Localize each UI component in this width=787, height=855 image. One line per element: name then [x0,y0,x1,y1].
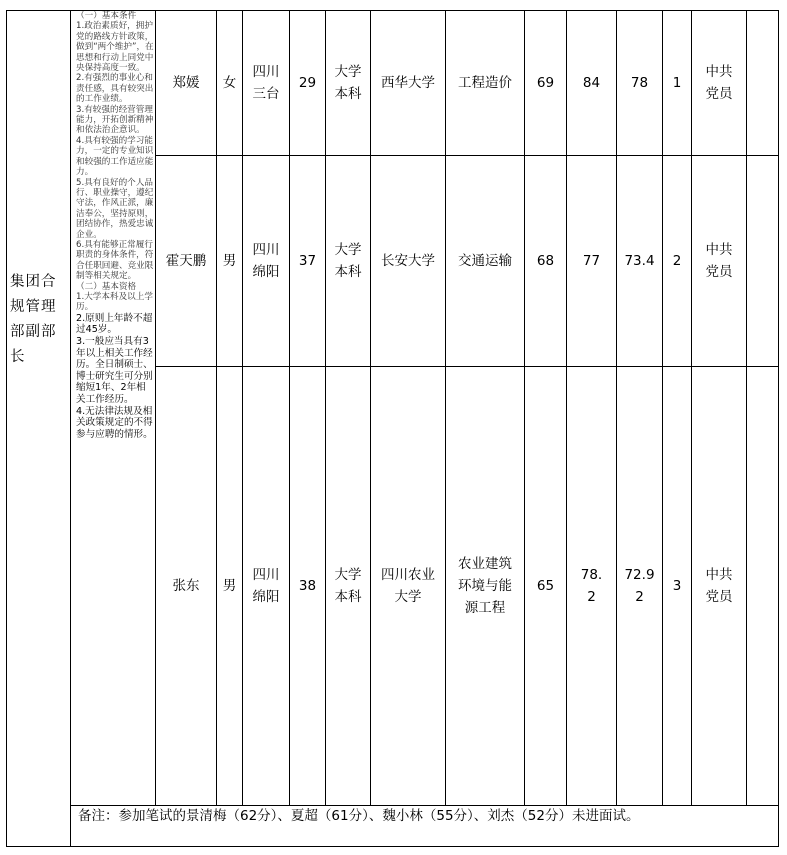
cell-text [706,564,733,608]
req-line: 5.具有良好的个人品行、职业操守，遵纪守法，作风正派，廉洁奉公，坚持原则，团结协作，热爱忠诚企业。 [76,177,154,240]
cell-line: 77 [582,253,601,269]
cell-total-score [617,156,662,366]
cell-text [537,575,554,597]
position-line: 部副部 [10,324,57,340]
req-line: 2.原则上年龄不超过45岁。 [76,312,153,336]
grid-hline [70,805,778,806]
cell-text: 男 [222,253,237,269]
req-line: 3.一般应当具有3年以上相关工作经历。全日制硕士、博士研究生可分别缩短1年、2年相关工作经历。 [76,335,153,405]
cell-interview-score [567,11,616,155]
cell-origin [243,367,289,805]
cell-line: 党员 [705,86,733,102]
grid-vline [70,10,71,846]
cell-text: 37 [298,253,317,269]
cell-line: 本科 [334,264,362,280]
cell-political-status [692,11,746,155]
cell-line: 大学 [334,242,362,258]
position-line: 规管理 [10,299,57,315]
cell-line: 交通运输 [458,253,512,269]
req-line: 4.具有较强的学习能力，一定的专业知识和较强的工作适应能力。 [76,135,154,178]
cell-line: 2 [587,589,596,605]
req-line: 2.有强烈的事业心和责任感，具有较突出的工作业绩。 [76,73,154,105]
cell-rank [663,11,691,155]
cell-name [156,367,216,805]
cell-school [371,367,445,805]
table-note: 备注：参加笔试的景清梅（62分）、夏超（61分）、魏小林（55分）、刘杰（52分）未进面试。 [78,808,640,824]
cell-education [326,367,370,805]
cell-line: 中共 [705,567,733,583]
cell-line: 中共 [705,242,733,258]
cell-line: 78. [580,567,603,583]
cell-text: 张东 [172,578,200,594]
cell-line: 本科 [334,589,362,605]
cell-text [335,564,362,608]
cell-text: 29 [298,75,317,91]
req-line: 3.有较强的经营管理能力，开拓创新精神和依法治企意识。 [76,104,154,136]
position-title [10,270,68,370]
cell-text [253,564,280,608]
cell-text [631,72,648,94]
cell-line: 本科 [334,86,362,102]
cell-text [706,239,733,283]
cell-age [290,11,325,155]
req-line: （二）基本资格 [76,281,137,292]
cell-major [446,11,524,155]
cell-total-score [617,11,662,155]
cell-line: 中共 [705,64,733,80]
cell-line: 四川 [252,64,280,80]
cell-origin [243,156,289,366]
cell-text [381,564,435,608]
cell-text [458,72,512,94]
cell-text [583,250,600,272]
cell-line: 73.4 [624,253,655,269]
cell-line: 大学 [394,589,422,605]
cell-written-score [525,156,566,366]
cell-line: 工程造价 [458,75,512,91]
cell-gender [217,156,242,366]
cell-line: 78 [630,75,649,91]
cell-line: 源工程 [464,600,506,616]
grid-hline [6,846,779,847]
cell-line: 西华大学 [381,75,435,91]
grid-vline [778,10,779,847]
cell-text [253,239,280,283]
cell-text: 男 [222,578,237,594]
cell-major [446,156,524,366]
cell-text [381,72,435,94]
cell-total-score [617,367,662,805]
cell-text [537,250,554,272]
cell-education [326,11,370,155]
cell-line: 四川农业 [381,567,435,583]
cell-name [156,11,216,155]
cell-text [335,61,362,105]
grid-vline [6,10,7,846]
cell-major [446,367,524,805]
cell-school [371,156,445,366]
cell-line: 69 [536,75,555,91]
cell-text: 郑媛 [172,75,200,91]
cell-age [290,367,325,805]
cell-line: 农业建筑 [458,556,512,572]
cell-line: 大学 [334,64,362,80]
cell-text [583,72,600,94]
cell-line: 84 [582,75,601,91]
cell-line: 大学 [334,567,362,583]
cell-interview-score [567,156,616,366]
cell-text [537,72,554,94]
cell-age [290,156,325,366]
cell-name [156,156,216,366]
cell-line: 长安大学 [381,253,435,269]
cell-gender [217,11,242,155]
cell-written-score [525,11,566,155]
requirements-text [76,11,154,440]
cell-line: 环境与能 [458,578,512,594]
cell-line: 三台 [252,86,280,102]
cell-text [706,61,733,105]
grid-vline [746,10,747,805]
cell-written-score [525,367,566,805]
position-line: 长 [10,349,26,365]
cell-line: 四川 [252,567,280,583]
cell-text: 霍天鹏 [165,253,207,269]
cell-text: 2 [672,253,682,269]
cell-political-status [692,156,746,366]
req-line: （一）基本条件 [76,11,137,21]
cell-line: 绵阳 [252,264,280,280]
cell-text [624,564,654,608]
cell-text: 38 [298,578,317,594]
req-line: 4.无法律法规及相关政策规定的不得参与应聘的情形。 [76,405,153,440]
cell-origin [243,11,289,155]
cell-text: 女 [222,75,237,91]
cell-gender [217,367,242,805]
cell-line: 党员 [705,589,733,605]
cell-line: 绵阳 [252,589,280,605]
cell-line: 四川 [252,242,280,258]
position-line: 集团合 [10,274,57,290]
cell-text: 1 [672,75,682,91]
cell-school [371,11,445,155]
cell-political-status [692,367,746,805]
cell-line: 72.9 [624,567,655,583]
cell-rank [663,156,691,366]
cell-line: 68 [536,253,555,269]
cell-line: 2 [635,589,644,605]
req-line: 1.大学本科及以上学历。 [76,291,153,313]
cell-text [624,250,654,272]
req-line: 1.政治素质好，拥护党的路线方针政策，做到“两个维护”，在思想和行动上同党中央保持高度一致。 [76,21,154,74]
cell-text [253,61,280,105]
cell-text [458,250,512,272]
cell-text [581,564,602,608]
cell-line: 党员 [705,264,733,280]
req-line: 6.具有能够正常履行职责的身体条件，符合任职回避、竞业限制等相关规定。 [76,239,154,282]
cell-text [381,250,435,272]
cell-text: 3 [672,578,682,594]
cell-line: 65 [536,578,555,594]
cell-education [326,156,370,366]
cell-rank [663,367,691,805]
cell-interview-score [567,367,616,805]
cell-text [458,553,512,619]
cell-text [335,239,362,283]
